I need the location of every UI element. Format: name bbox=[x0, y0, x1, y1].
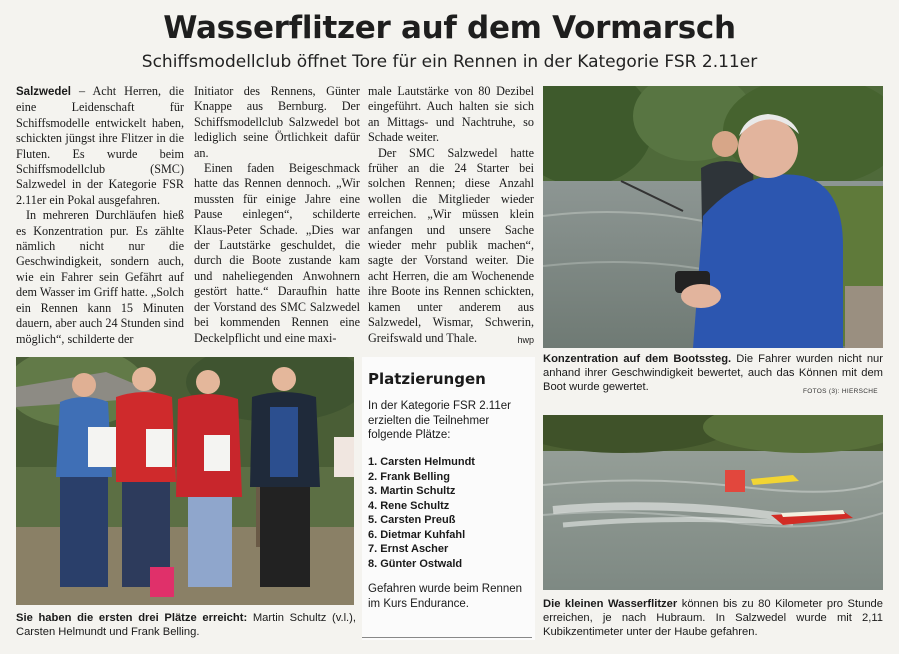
divider bbox=[362, 637, 532, 638]
rankings-intro: In der Kategorie FSR 2.11er erzielten die Teilnehmer folgende Plätze: bbox=[368, 400, 511, 441]
ranking-item: 8. Günter Ostwald bbox=[368, 557, 463, 570]
rankings-box bbox=[362, 357, 535, 640]
paragraph bbox=[16, 84, 184, 208]
ranking-item: 6. Dietmar Kuhfahl bbox=[368, 528, 466, 541]
boats-photo-illustration bbox=[543, 415, 883, 590]
drivers-photo-illustration bbox=[543, 86, 883, 348]
rankings-title: Platzierungen bbox=[368, 370, 486, 388]
photo-drivers-on-jetty bbox=[543, 86, 883, 348]
caption-text: Die Fahrer wurden nicht nur anhand ihrer Geschwindigkeit bewertet, auch das Können mit dem Boot wurde gewertet. bbox=[543, 353, 883, 393]
paragraph-text: Der SMC Salzwedel hatte früher an die 24 Starter bei solchen Rennen; diese Anzahl wollen die Mitglieder wieder erreichen. „Wir müssen klein anfangen und unsere Sache wieder mehr publik machen“, sagte der Vorstand weiter. Die acht Herren, die am Wochenende ihre Boote ins Rennen schickten, kamen unter anderem aus Salzwedel, Wismar, Schwerin, Greifswald und Thale. bbox=[368, 145, 534, 345]
photo-racing-boats bbox=[543, 415, 883, 590]
caption-lead: Konzentration auf dem Bootssteg. bbox=[543, 353, 732, 365]
article-subheadline: Schiffsmodellclub öffnet Tore für ein Rennen in der Kategorie FSR 2.11er bbox=[141, 52, 758, 72]
author-initials: hwp bbox=[517, 334, 534, 345]
article-column-3 bbox=[368, 84, 534, 348]
paragraph: In mehreren Durchläufen hieß es Konzentration pur. Es zählte nämlich nicht nur die Geschwindigkeit, sondern auch, wie ein Fahrer sein Gefährt auf dem Wasser im Griff hatte. „Solch ein Rennen kann 15 Minuten dauern, aber auch 24 Stunden sind möglich“, schilderte der bbox=[16, 208, 184, 346]
paragraph: Initiator des Rennens, Günter Knappe aus Bernburg. Der Schiffsmodellclub Salzwedel bot lediglich seine Örtlichkeit dafür an. bbox=[194, 84, 360, 160]
ranking-item: 3. Martin Schultz bbox=[368, 485, 456, 497]
paragraph-text: – Acht Herren, die eine Leidenschaft für Schiffsmodelle entwickelt haben, schickten jüngst ihre Flitzer in die Fluten. Es wurde beim Schiffsmodellclub (SMC) Salzwedel in der Kategorie FSR 2.11er ein Pokal ausgefahren. bbox=[16, 84, 184, 207]
winners-photo-illustration bbox=[16, 357, 354, 605]
rankings-outro: Gefahren wurde beim Rennen im Kurs Endurance. bbox=[368, 583, 523, 610]
caption-lead: Die kleinen Wasserflitzer bbox=[543, 598, 678, 610]
article-headline: Wasserflitzer auf dem Vormarsch bbox=[163, 10, 736, 46]
caption-lead: Sie haben die ersten drei Plätze erreicht: bbox=[16, 612, 248, 624]
photo-credit: FOTOS (3): HIERSCHE bbox=[803, 388, 878, 395]
ranking-item: 1. Carsten Helmundt bbox=[368, 456, 475, 468]
ranking-item: 7. Ernst Ascher bbox=[368, 543, 449, 555]
article-column-2 bbox=[194, 84, 360, 346]
ranking-item: 5. Carsten Preuß bbox=[368, 514, 456, 526]
ranking-item: 2. Frank Belling bbox=[368, 470, 450, 483]
caption-text: können bis zu 80 Kilometer pro Stunde erreichen, je nach Hubraum. In Salzwedel wurde mit 2,11 Kubikzentimeter unter der Haube gefahren. bbox=[543, 598, 883, 638]
paragraph bbox=[368, 146, 534, 346]
article-column-1 bbox=[16, 84, 184, 347]
dateline: Salzwedel bbox=[16, 86, 71, 98]
paragraph: male Lautstärke von 80 Dezibel eingeführt. Auch halten sie sich an Mittags- und Nachtruhe, so Schade weiter. bbox=[368, 84, 534, 145]
photo-winners bbox=[16, 357, 354, 605]
caption-text: Martin Schultz (v.l.), Carsten Helmundt und Frank Belling. bbox=[16, 612, 356, 638]
rankings-list bbox=[368, 455, 475, 571]
caption-winners bbox=[16, 611, 356, 639]
paragraph: Einen faden Beigeschmack hatte das Rennen dennoch. „Wir mussten für einige Jahre eine Pause einlegen“, schilderte Klaus-Peter Schade. „Dies war der Lautstärke geschuldet, die durch die Boote zustande kam und naheliegenden Anwohnern gestört hatte.“ Daraufhin hatte der Vorstand des SMC Salzwedel bei kommenden Rennen eine Deckelpflicht und eine maxi- bbox=[194, 161, 360, 345]
ranking-item: 4. Rene Schultz bbox=[368, 499, 450, 512]
caption-racing-boats bbox=[543, 597, 883, 639]
